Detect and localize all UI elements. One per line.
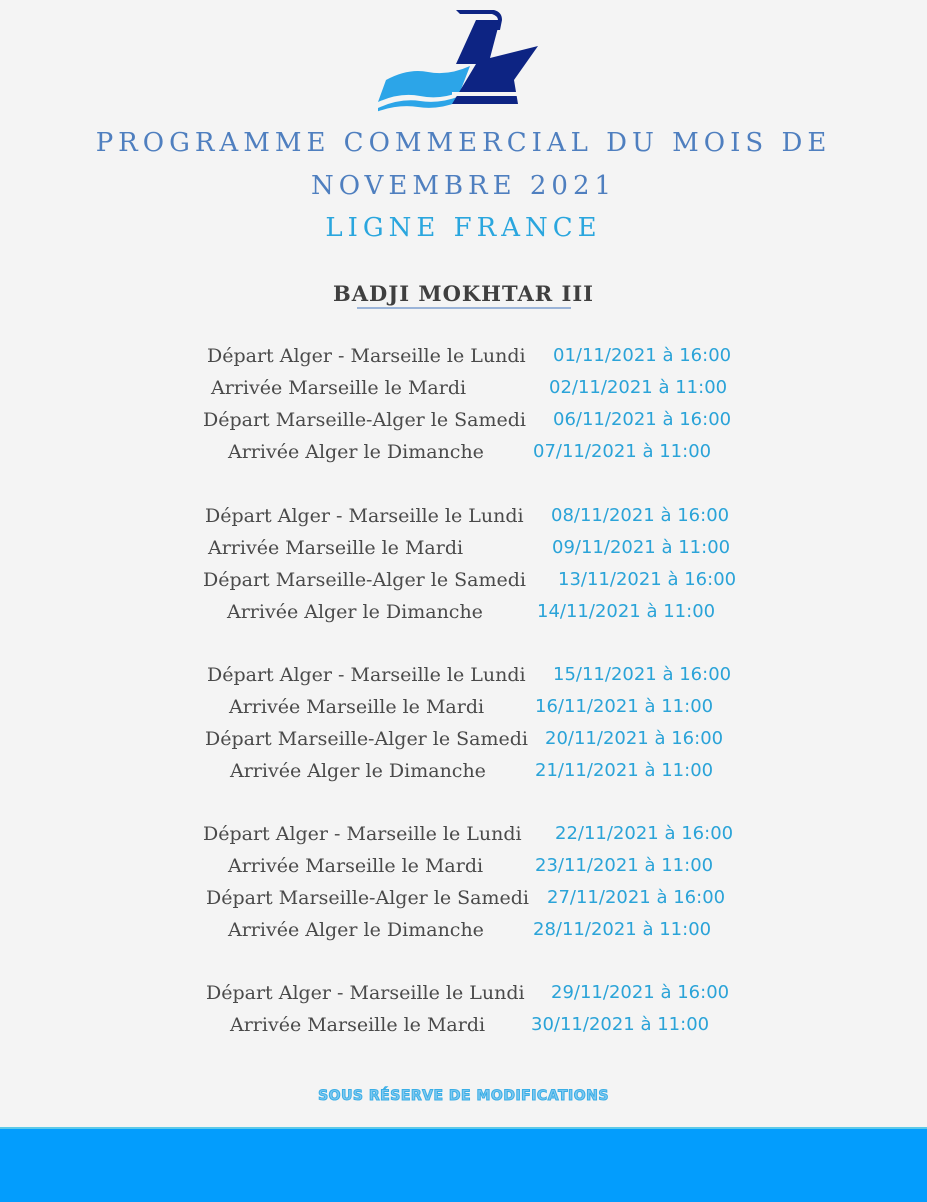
- schedule-label: Départ Alger - Marseille le Lundi: [206, 982, 525, 1004]
- schedule-label: Arrivée Marseille le Mardi: [230, 1014, 486, 1036]
- schedule-row: [0, 601, 927, 633]
- schedule-datetime: 22/11/2021 à 16:00: [555, 823, 734, 844]
- schedule-row: [0, 823, 927, 855]
- schedule-label: Arrivée Marseille le Mardi: [228, 855, 484, 877]
- schedule-row: [0, 377, 927, 409]
- disclaimer-note: SOUS RÉSERVE DE MODIFICATIONS: [318, 1088, 609, 1104]
- schedule-row: [0, 919, 927, 951]
- schedule-row: [0, 345, 927, 377]
- schedule-row: [0, 569, 927, 601]
- company-logo: [378, 8, 544, 112]
- schedule-row: [0, 664, 927, 696]
- schedule-label: Départ Marseille-Alger le Samedi: [206, 887, 530, 909]
- schedule-row: [0, 505, 927, 537]
- schedule-label: Arrivée Marseille le Mardi: [211, 377, 467, 399]
- title-line-3: LIGNE FRANCE: [325, 213, 602, 243]
- schedule-label: Départ Alger - Marseille le Lundi: [207, 664, 526, 686]
- schedule-row: [0, 887, 927, 919]
- schedule-label: Arrivée Alger le Dimanche: [228, 919, 484, 941]
- ship-name: BADJI MOKHTAR III: [333, 281, 594, 306]
- schedule-row: [0, 696, 927, 728]
- waves-icon: [378, 66, 470, 112]
- ship-name-underline: [357, 307, 571, 309]
- schedule-label: Départ Alger - Marseille le Lundi: [205, 505, 524, 527]
- schedule-row: [0, 537, 927, 569]
- schedule-datetime: 29/11/2021 à 16:00: [551, 982, 730, 1003]
- footer-bar: [0, 1127, 927, 1202]
- schedule-datetime: 07/11/2021 à 11:00: [533, 441, 712, 462]
- schedule-row: [0, 1014, 927, 1046]
- schedule-row: [0, 441, 927, 473]
- schedule-datetime: 28/11/2021 à 11:00: [533, 919, 712, 940]
- title-line-2: NOVEMBRE 2021: [310, 171, 617, 201]
- schedule-datetime: 06/11/2021 à 16:00: [553, 409, 732, 430]
- schedule-datetime: 23/11/2021 à 11:00: [535, 855, 714, 876]
- schedule-row: [0, 409, 927, 441]
- schedule-datetime: 02/11/2021 à 11:00: [549, 377, 728, 398]
- schedule-datetime: 13/11/2021 à 16:00: [558, 569, 737, 590]
- schedule-row: [0, 728, 927, 760]
- schedule-label: Départ Alger - Marseille le Lundi: [207, 345, 526, 367]
- schedule-datetime: 14/11/2021 à 11:00: [537, 601, 716, 622]
- schedule-label: Arrivée Alger le Dimanche: [227, 601, 483, 623]
- title-line-1: PROGRAMME COMMERCIAL DU MOIS DE: [95, 128, 832, 158]
- schedule-label: Arrivée Marseille le Mardi: [229, 696, 485, 718]
- schedule-row: [0, 982, 927, 1014]
- schedule-datetime: 21/11/2021 à 11:00: [535, 760, 714, 781]
- schedule-row: [0, 760, 927, 792]
- schedule-label: Arrivée Marseille le Mardi: [208, 537, 464, 559]
- schedule-datetime: 30/11/2021 à 11:00: [531, 1014, 710, 1035]
- schedule-label: Arrivée Alger le Dimanche: [228, 441, 484, 463]
- schedule-datetime: 27/11/2021 à 16:00: [547, 887, 726, 908]
- schedule-label: Départ Marseille-Alger le Samedi: [203, 569, 527, 591]
- schedule-datetime: 16/11/2021 à 11:00: [535, 696, 714, 717]
- schedule-datetime: 09/11/2021 à 11:00: [552, 537, 731, 558]
- schedule-label: Départ Marseille-Alger le Samedi: [205, 728, 529, 750]
- schedule-datetime: 01/11/2021 à 16:00: [553, 345, 732, 366]
- schedule-datetime: 08/11/2021 à 16:00: [551, 505, 730, 526]
- schedule-label: Départ Alger - Marseille le Lundi: [203, 823, 522, 845]
- schedule-label: Arrivée Alger le Dimanche: [230, 760, 486, 782]
- schedule-datetime: 15/11/2021 à 16:00: [553, 664, 732, 685]
- schedule-row: [0, 855, 927, 887]
- schedule-label: Départ Marseille-Alger le Samedi: [203, 409, 527, 431]
- ship-icon: [452, 10, 538, 104]
- schedule-datetime: 20/11/2021 à 16:00: [545, 728, 724, 749]
